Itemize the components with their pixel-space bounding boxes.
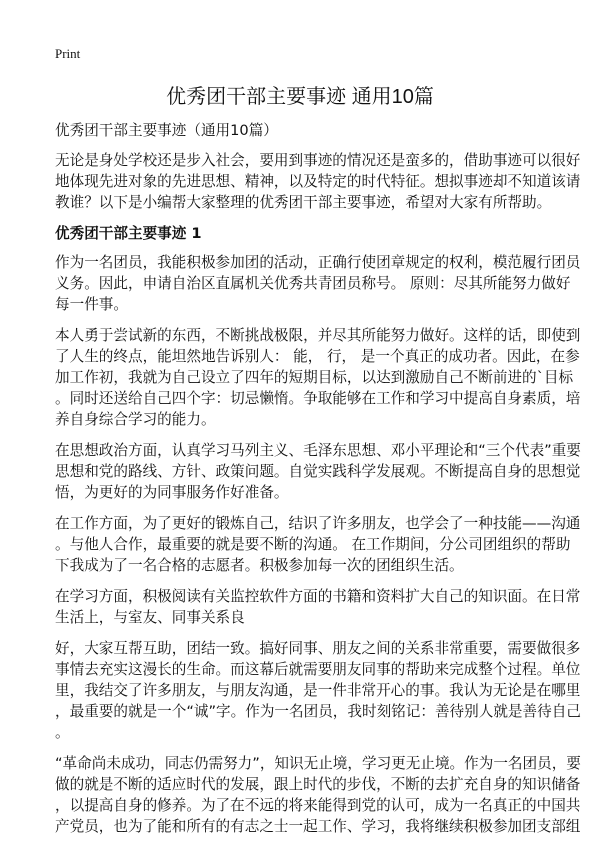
text-line: 教谁？以下是小编帮大家整理的优秀团干部主要事迹，希望对大家有所帮助。: [55, 194, 552, 211]
text-line: 本人勇于尝试新的东西，不断挑战极限，并尽其所能努力做好。这样的话，即使到: [55, 327, 581, 344]
text-line: 义务。因此，申请自治区直属机关优秀共青团员称号。 原则：尽其所能努力做好: [55, 275, 571, 292]
intro-paragraph: [55, 150, 581, 213]
text-line: 好，大家互帮互助，团结一致。搞好同事、朋友之间的关系非常重要，需要做很多: [55, 640, 581, 657]
paragraph: [55, 325, 581, 430]
text-line: ，最重要的就是一个“诚”字。作为一名团员，我时刻铭记：善待别人就是善待自己: [55, 703, 581, 720]
text-line: 。同时还送给自己四个字：切忌懒惰。争取能够在工作和学习中提高自身素质，培: [55, 390, 581, 407]
text-line: 在思想政治方面，认真学习马列主义、毛泽东思想、邓小平理论和“三个代表”重要: [55, 442, 581, 459]
text-line: 在工作方面，为了更好的锻炼自己，结识了许多朋友，也学会了一种技能——沟通: [55, 515, 581, 532]
paragraph: [55, 252, 581, 315]
text-line: 了人生的终点，能坦然地告诉别人： 能， 行， 是一个真正的成功者。因此，在参: [55, 348, 580, 365]
text-line: 地体现先进对象的先进思想、精神，以及特定的时代特征。想拟事迹却不知道该请: [55, 173, 581, 190]
text-line: 下我成为了一名合格的志愿者。积极参加每一次的团组织生活。: [55, 557, 464, 574]
text-line: 。与他人合作，最重要的就是要不断的沟通。 在工作期间，分公司团组织的帮助: [55, 536, 571, 553]
document-title: 优秀团干部主要事迹 通用10篇: [166, 86, 434, 108]
text-line: “革命尚未成功，同志仍需努力”，知识无止境，学习更无止境。作为一名团员，要: [55, 755, 581, 772]
text-line: 在学习方面，积极阅读有关监控软件方面的书籍和资料扩大自己的知识面。在日常: [55, 588, 581, 605]
document-body: [55, 120, 581, 847]
text-line: 悟，为更好的为同事服务作好准备。: [55, 484, 289, 501]
text-line: 里，我结交了许多朋友，与朋友沟通，是一件非常开心的事。我认为无论是在哪里: [55, 682, 581, 699]
text-line: 每一件事。: [55, 296, 128, 313]
text-line: 做的就是不断的适应时代的发展，跟上时代的步伐，不断的去扩充自身的知识储备: [55, 776, 581, 793]
text-line: 思想和党的路线、方针、政策问题。自觉实践科学发展观。不断提高自身的思想觉: [55, 463, 581, 480]
paragraph: [55, 513, 581, 576]
print-link[interactable]: Print: [55, 46, 81, 61]
text-line: 作为一名团员，我能积极参加团的活动，正确行使团章规定的权利，模范履行团员: [55, 254, 581, 271]
text-line: ，以提高自身的修养。为了在不远的将来能得到党的认可，成为一名真正的中国共: [55, 797, 581, 814]
paragraph: [55, 586, 581, 628]
text-line: 事情去充实这漫长的生命。而这幕后就需要朋友同事的帮助来完成整个过程。单位: [55, 661, 581, 678]
document-subtitle: 优秀团干部主要事迹（通用10篇）: [55, 122, 278, 139]
paragraph: [55, 440, 581, 503]
section-paragraphs: [55, 252, 581, 837]
text-line: 加工作初，我就为自己设立了四年的短期目标，以达到激励自己不断前进的`目标: [55, 369, 574, 386]
text-line: 。: [55, 724, 70, 741]
text-line: 生活上，与室友、同事关系良: [55, 609, 245, 626]
paragraph: [55, 753, 581, 837]
text-line: 无论是身处学校还是步入社会，要用到事迹的情况还是蛮多的，借助事迹可以很好: [55, 152, 581, 169]
text-line: 养自身综合学习的能力。: [55, 411, 216, 428]
text-line: 产党员，也为了能和所有的有志之士一起工作、学习，我将继续积极参加团支部组: [55, 818, 581, 835]
section-heading: 优秀团干部主要事迹 1: [55, 225, 202, 242]
paragraph: [55, 638, 581, 743]
